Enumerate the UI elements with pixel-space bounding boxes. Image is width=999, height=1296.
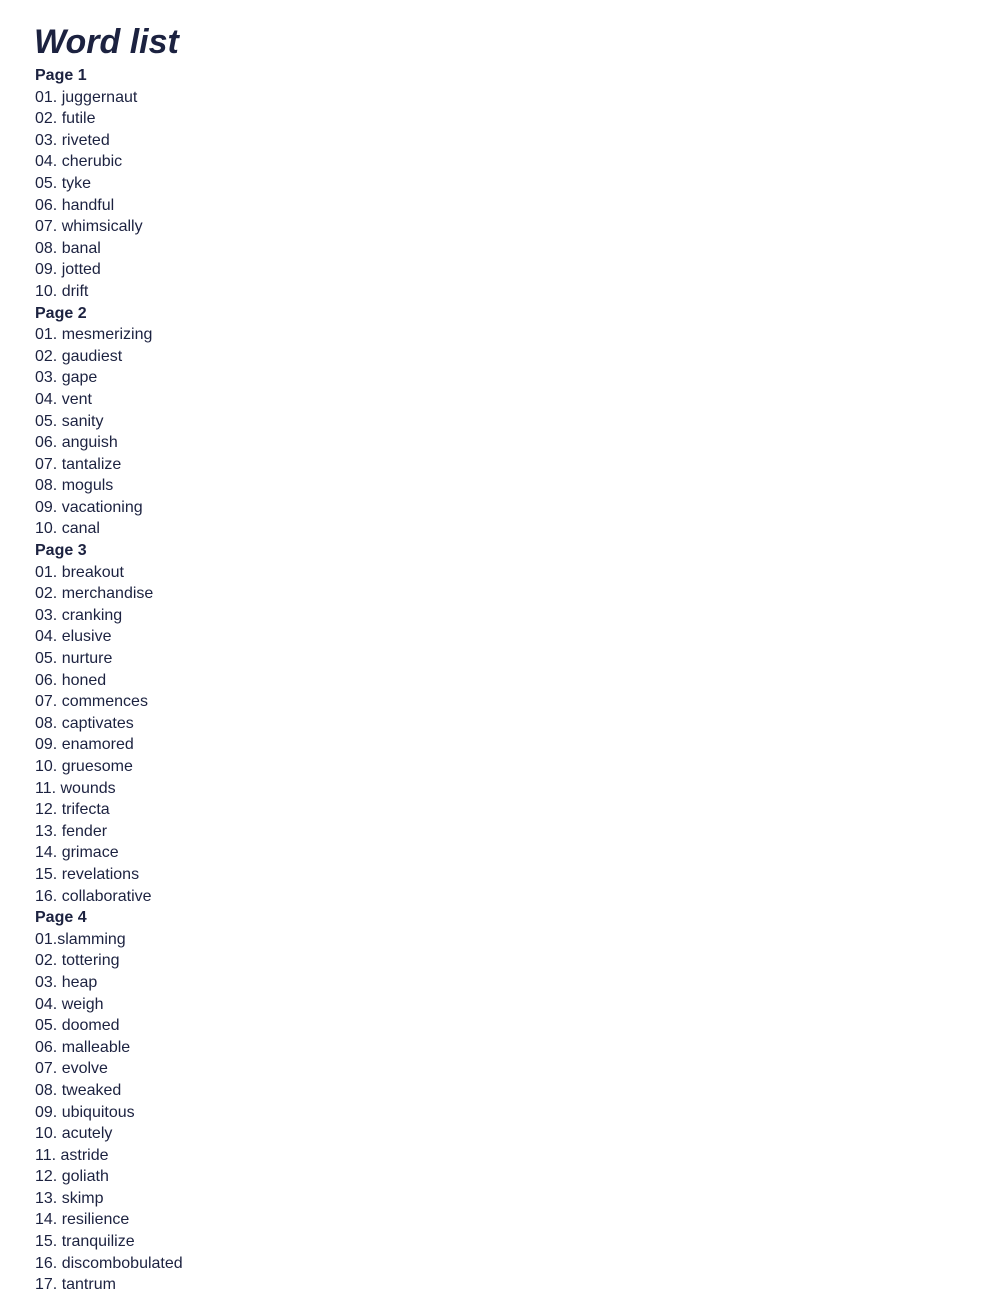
word-entry: 08. captivates	[35, 714, 134, 732]
word-entry: 05. tyke	[35, 174, 92, 192]
word-entry: 17. tantrum	[35, 1276, 116, 1294]
word-entry: 16. collaborative	[35, 887, 152, 905]
word-entry: 15. tranquilize	[35, 1233, 135, 1251]
word-entry: 07. commences	[35, 693, 148, 711]
word-entry: 04. cherubic	[35, 153, 123, 171]
word-entry: 10. gruesome	[35, 758, 133, 775]
word-entry: 07. tantalize	[35, 455, 122, 473]
section-heading: Page 1	[35, 67, 87, 84]
word-section	[35, 65, 183, 303]
word-entry: 10. drift	[35, 282, 89, 300]
word-entry: 01.slamming	[35, 930, 126, 948]
word-entry: 11. wounds	[35, 779, 116, 797]
word-entry: 07. whimsically	[35, 218, 143, 236]
word-entry: 10. canal	[35, 520, 100, 538]
word-entry: 05. sanity	[35, 412, 104, 430]
word-entry: 16. discombobulated	[35, 1254, 183, 1272]
word-entry: 06. honed	[35, 671, 107, 689]
word-entry: 06. malleable	[35, 1038, 131, 1056]
word-entry: 09. enamored	[35, 736, 134, 754]
word-entry: 09. jotted	[35, 261, 101, 279]
word-entry: 09. ubiquitous	[35, 1103, 135, 1121]
section-heading: Page 3	[35, 542, 87, 560]
word-entry: 04. vent	[35, 390, 92, 408]
word-entry: 10. acutely	[35, 1125, 113, 1143]
word-entry: 06. anguish	[35, 434, 118, 452]
word-entry: 13. skimp	[35, 1189, 104, 1207]
word-entry: 13. fender	[35, 822, 108, 840]
word-entry: 09. vacationing	[35, 498, 143, 516]
word-entry: 02. merchandise	[35, 585, 154, 603]
section-heading: Page 4	[35, 909, 87, 927]
word-entry: 08. banal	[35, 239, 101, 257]
word-entry: 14. resilience	[35, 1211, 130, 1229]
section-heading: Page 2	[35, 304, 87, 322]
word-entry: 01. breakout	[35, 563, 124, 581]
word-entry: 01. mesmerizing	[35, 326, 153, 344]
word-entry: 02. tottering	[35, 952, 120, 970]
page-title: Word list	[34, 23, 179, 61]
word-entry: 03. riveted	[35, 131, 110, 149]
word-section	[35, 907, 183, 1296]
word-list-sections	[35, 65, 183, 1296]
word-entry: 06. handful	[35, 196, 115, 214]
word-entry: 03. cranking	[35, 606, 123, 624]
word-entry: 12. goliath	[35, 1168, 109, 1186]
word-entry: 15. revelations	[35, 865, 140, 883]
word-entry: 05. nurture	[35, 650, 113, 668]
word-entry: 11. astride	[35, 1146, 109, 1164]
word-entry: 01. juggernaut	[35, 88, 138, 106]
word-entry: 08. moguls	[35, 477, 114, 495]
word-entry: 12. trifecta	[35, 801, 110, 819]
word-entry: 04. weigh	[35, 995, 104, 1013]
word-entry: 08. tweaked	[35, 1081, 122, 1099]
word-section	[35, 540, 183, 907]
word-entry: 03. heap	[35, 973, 98, 991]
word-entry: 14. grimace	[35, 844, 119, 862]
word-entry: 04. elusive	[35, 628, 112, 646]
word-entry: 05. doomed	[35, 1017, 120, 1035]
word-entry: 03. gape	[35, 369, 98, 387]
word-entry: 02. gaudiest	[35, 347, 123, 365]
word-section	[35, 303, 183, 541]
word-entry: 07. evolve	[35, 1060, 108, 1078]
word-entry: 02. futile	[35, 110, 96, 128]
word-list-document	[35, 22, 183, 1296]
